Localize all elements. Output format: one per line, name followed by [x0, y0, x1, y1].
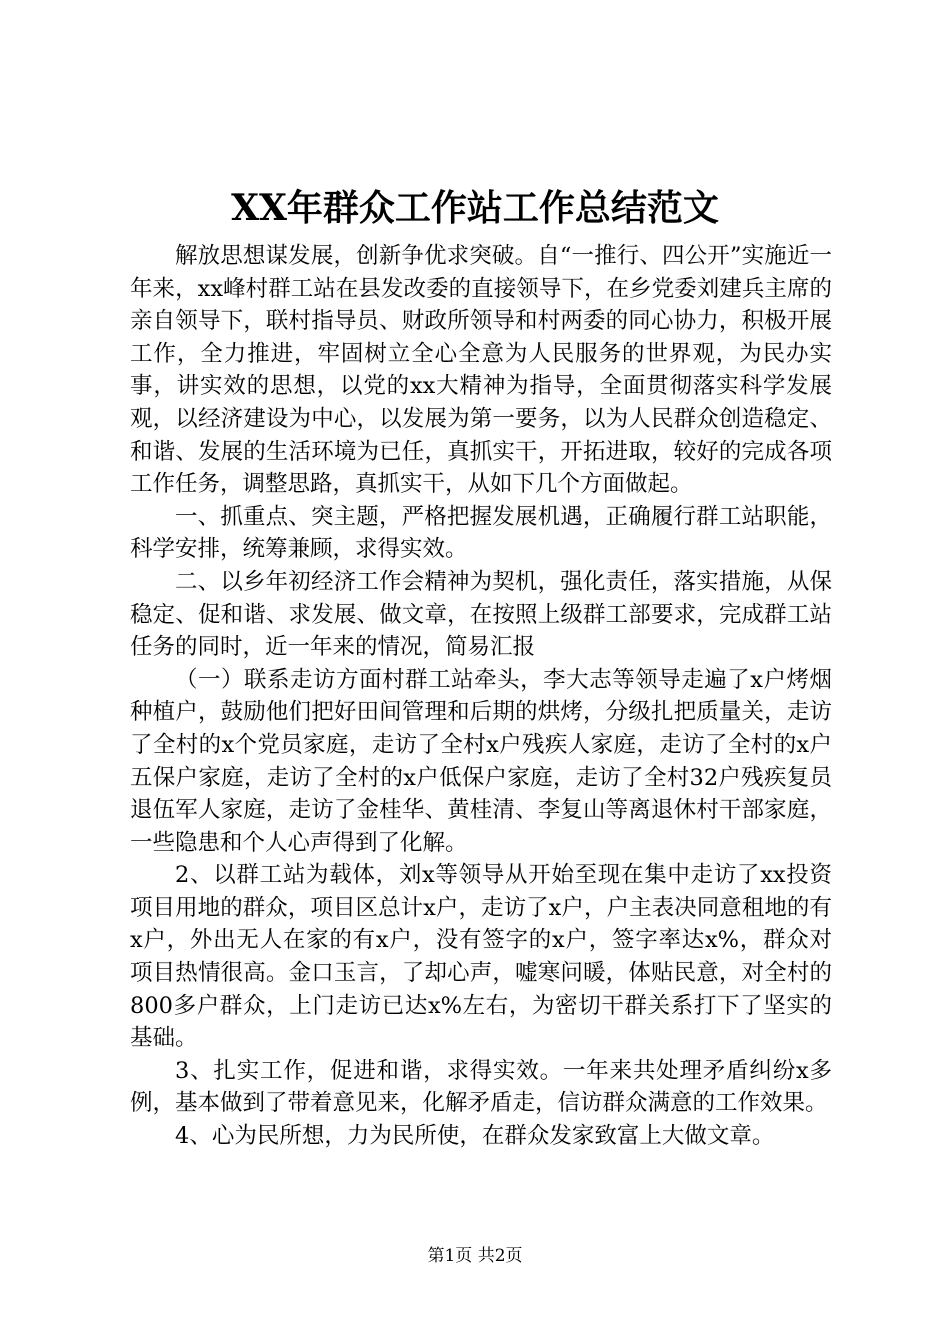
paragraph-item-2: 2、以群工站为载体，刘x等领导从开始至现在集中走访了xx投资项目用地的群众，项目区总计x户，走访了x户，户主表决同意租地的有x户，外出无人在家的有x户，没有签字的x户，签字率达x%，群众对项目热情很高。金口玉言，了却心声，嘘寒问暖，体贴民意，对全村的800多户群众，上门走访已达x%左右，为密切干群关系打下了坚实的基础。: [130, 862, 832, 1052]
paragraph-section-one: 一、抓重点、突主题，严格把握发展机遇，正确履行群工站职能，科学安排，统筹兼顾，求得实效。: [130, 503, 832, 563]
document-title: XX年群众工作站工作总结范文: [231, 187, 719, 229]
page-footer: 第1页 共2页: [427, 1246, 523, 1266]
paragraph-item-3: 3、扎实工作，促进和谐，求得实效。一年来共处理矛盾纠纷x多例，基本做到了带着意见来，化解矛盾走，信访群众满意的工作效果。: [130, 1057, 832, 1117]
paragraph-section-two: 二、以乡年初经济工作会精神为契机，强化责任，落实措施，从保稳定、促和谐、求发展、做文章，在按照上级群工部要求，完成群工站任务的同时，近一年来的情况，简易汇报: [130, 568, 832, 661]
paragraph-item-4: 4、心为民所想，力为民所使，在群众发家致富上大做文章。: [175, 1123, 775, 1150]
paragraph-visits: （一）联系走访方面村群工站牵头，李大志等领导走遍了x户烤烟种植户，鼓励他们把好田间管理和后期的烘烤，分级扎把质量关，走访了全村的x个党员家庭，走访了全村x户残疾人家庭，走访了全村的x户五保户家庭，走访了全村的x户低保户家庭，走访了全村32户残疾复员退伍军人家庭，走访了金桂华、黄桂清、李复山等离退休村干部家庭，一些隐患和个人心声得到了化解。: [130, 666, 832, 856]
paragraph-intro: 解放思想谋发展，创新争优求突破。自“一推行、四公开”实施近一年来，xx峰村群工站在县发改委的直接领导下，在乡党委刘建兵主席的亲自领导下，联村指导员、财政所领导和村两委的同心协力，积极开展工作，全力推进，牢固树立全心全意为人民服务的世界观，为民办实事，讲实效的思想，以党的xx大精神为指导，全面贯彻落实科学发展观，以经济建设为中心，以发展为第一要务，以为人民群众创造稳定、和谐、发展的生活环境为已任，真抓实干，开拓进取，较好的完成各项工作任务，调整思路，真抓实干，从如下几个方面做起。: [130, 243, 832, 498]
document-body: [130, 240, 832, 1153]
